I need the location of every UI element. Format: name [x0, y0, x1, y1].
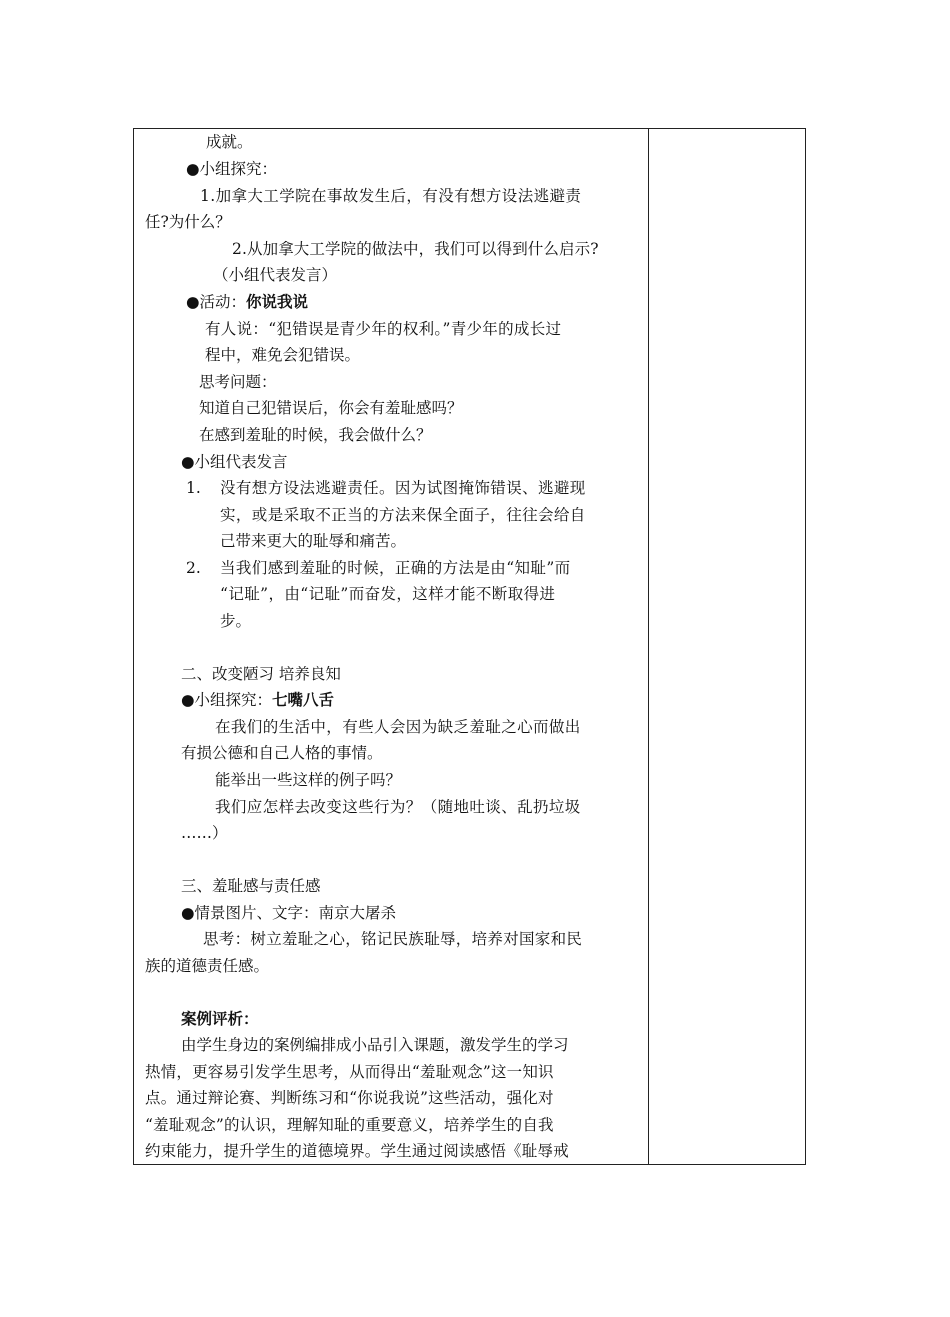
text-line: 思考：树立羞耻之心，铭记民族耻辱，培养对国家和民	[203, 930, 583, 948]
text-line: 族的道德责任感。	[145, 957, 270, 975]
text-line: 热情，更容易引发学生思考，从而得出“羞耻观念”这一知识	[145, 1063, 554, 1081]
text-line: 知道自己犯错误后，你会有羞耻感吗？	[199, 399, 463, 417]
text-line: 成就。	[206, 133, 253, 151]
bullet-heading: ●小组代表发言	[181, 453, 288, 471]
text-line: 有人说：“犯错误是青少年的权利。”青少年的成长过	[205, 320, 562, 338]
text-line: 程中，难免会犯错误。	[205, 346, 361, 364]
question-2: 2.从加拿大工学院的做法中，我们可以得到什么启示?	[232, 240, 599, 258]
text-line: 当我们感到羞耻的时候，正确的方法是由“知耻”而	[220, 559, 571, 577]
text-line: 能举出一些这样的例子吗？	[215, 771, 402, 789]
case-analysis-heading: 案例评析：	[181, 1009, 259, 1028]
text-line: “记耻”，由“记耻”而奋发，这样才能不断取得进	[220, 585, 556, 603]
list-number: 1.	[186, 479, 201, 497]
text-line: 有损公德和自己人格的事情。	[181, 744, 383, 762]
table-column-divider	[648, 128, 649, 1165]
list-number: 2.	[186, 559, 201, 577]
text-line: 点。通过辩论赛、判断练习和“你说我说”这些活动，强化对	[145, 1089, 554, 1107]
section-heading: 三、羞耻感与责任感	[181, 877, 321, 895]
text-line: ……）	[181, 824, 228, 842]
text-line: 没有想方设法逃避责任。因为试图掩饰错误、逃避现	[220, 479, 586, 497]
text-line: （小组代表发言）	[213, 266, 338, 284]
activity-heading: ●活动：你说我说	[186, 292, 309, 311]
text-line: 己带来更大的耻辱和痛苦。	[220, 532, 407, 550]
bullet-heading: ●小组探究：	[186, 160, 278, 178]
text-line: 任?为什么？	[145, 213, 231, 231]
question-1: 1.加拿大工学院在事故发生后，有没有想方设法逃避责	[200, 187, 582, 205]
bullet-heading: ●小组探究：七嘴八舌	[181, 690, 335, 709]
text-line: 在我们的生活中，有些人会因为缺乏羞耻之心而做出	[215, 718, 581, 736]
text-line: 我们应怎样去改变这些行为？（随地吐谈、乱扔垃圾	[215, 798, 581, 816]
text-line: 步。	[220, 612, 252, 630]
text-line: 约束能力，提升学生的道德境界。学生通过阅读感悟《耻辱戒	[145, 1142, 569, 1160]
text-line: 在感到羞耻的时候，我会做什么？	[199, 426, 432, 444]
text-line: 由学生身边的案例编排成小品引入课题，激发学生的学习	[181, 1036, 569, 1054]
text-line: “羞耻观念”的认识，理解知耻的重要意义，培养学生的自我	[145, 1116, 554, 1134]
section-heading: 二、改变陋习 培养良知	[181, 665, 341, 683]
text-line: 思考问题：	[199, 373, 277, 391]
text-line: 实，或是采取不正当的方法来保全面子，往往会给自	[220, 506, 586, 524]
bullet-heading: ●情景图片、文字：南京大屠杀	[181, 904, 397, 922]
